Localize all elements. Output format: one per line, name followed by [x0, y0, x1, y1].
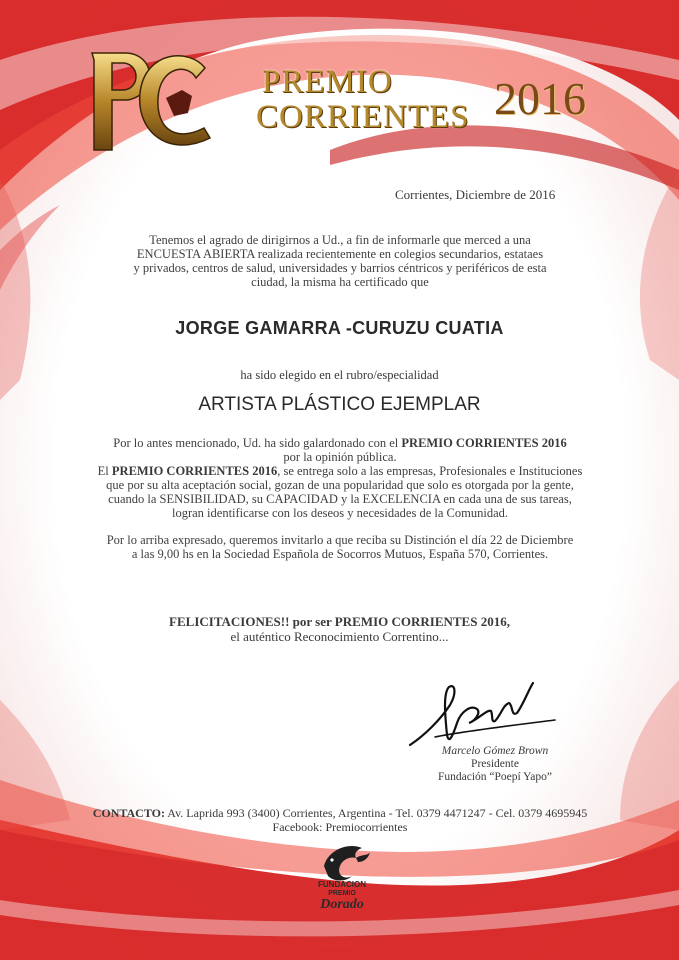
signatory-role: Presidente	[471, 758, 519, 770]
recipient-name: JORGE GAMARRA -CURUZU CUATIA	[175, 318, 504, 338]
award-name-bold: PREMIO CORRIENTES 2016	[401, 436, 567, 450]
body-line: logran identificarse con los deseos y necesidades de la Comunidad.	[171, 506, 508, 520]
invitation-paragraph	[80, 533, 600, 561]
award-category: ARTISTA PLÁSTICO EJEMPLAR	[198, 394, 481, 415]
contact-block	[60, 806, 620, 834]
body-line: que por su alta aceptación social, gozan de una popularidad que solo es otorgada por la gente,	[106, 478, 574, 492]
award-name-bold: PREMIO CORRIENTES 2016	[111, 464, 278, 478]
congratulations-line: FELICITACIONES!! por ser PREMIO CORRIENTES 2016,	[169, 614, 510, 629]
invite-line: a las 9,00 hs en la Sociedad Española de Socorros Mutuos, España 570, Corrientes.	[131, 547, 549, 561]
intro-line: ciudad, la misma ha certificado que	[251, 275, 429, 289]
closing-congratulations	[0, 614, 679, 644]
letter-date: Corrientes, Diciembre de 2016	[395, 187, 556, 202]
body-paragraph	[80, 436, 600, 520]
handwritten-signature	[405, 675, 565, 753]
year-title: 2016	[494, 73, 586, 124]
foundation-logo-text: PREMIO	[328, 890, 356, 897]
premio-title: PREMIO	[262, 64, 393, 100]
closing-line: el auténtico Reconocimiento Correntino...	[230, 629, 449, 644]
signatory-name: Marcelo Gómez Brown	[441, 745, 549, 757]
contact-label: CONTACTO:	[92, 806, 165, 820]
body-line: por la opinión pública.	[283, 450, 397, 464]
intro-line: Tenemos el agrado de dirigirnos a Ud., a fin de informarle que merced a una	[149, 233, 531, 247]
body-line: cuando la SENSIBILIDAD, su CAPACIDAD y la EXCELENCIA en cada una de sus tareas,	[108, 492, 572, 506]
signatory-block	[395, 745, 595, 784]
elected-text: ha sido elegido en el rubro/especialidad	[240, 368, 439, 382]
body-line: El PREMIO CORRIENTES 2016, se entrega solo a las empresas, Profesionales e Instituciones	[97, 464, 583, 478]
invite-line: Por lo arriba expresado, queremos invitarlo a que reciba su Distinción el día 22 de Diciembre	[106, 533, 574, 547]
signatory-org: Fundación “Poepí Yapo”	[437, 771, 553, 783]
foundation-logo-text: Dorado	[320, 897, 364, 912]
intro-line: ENCUESTA ABIERTA realizada recientemente en colegios secundarios, estataes	[136, 247, 544, 261]
contact-address: Av. Laprida 993 (3400) Corrientes, Argentina - Tel. 0379 4471247 - Cel. 0379 4695945	[164, 806, 588, 820]
body-line: Por lo antes mencionado, Ud. ha sido galardonado con el PREMIO CORRIENTES 2016	[113, 436, 567, 450]
corrientes-title: CORRIENTES	[256, 99, 470, 135]
intro-paragraph	[110, 233, 570, 289]
pc-logo	[80, 38, 220, 168]
foundation-logo-text: FUNDACION	[318, 880, 366, 889]
intro-line: y privados, centros de salud, universidades y barrios céntricos y periféricos de esta	[133, 261, 547, 275]
facebook-text: Facebook: Premiocorrientes	[272, 820, 408, 834]
